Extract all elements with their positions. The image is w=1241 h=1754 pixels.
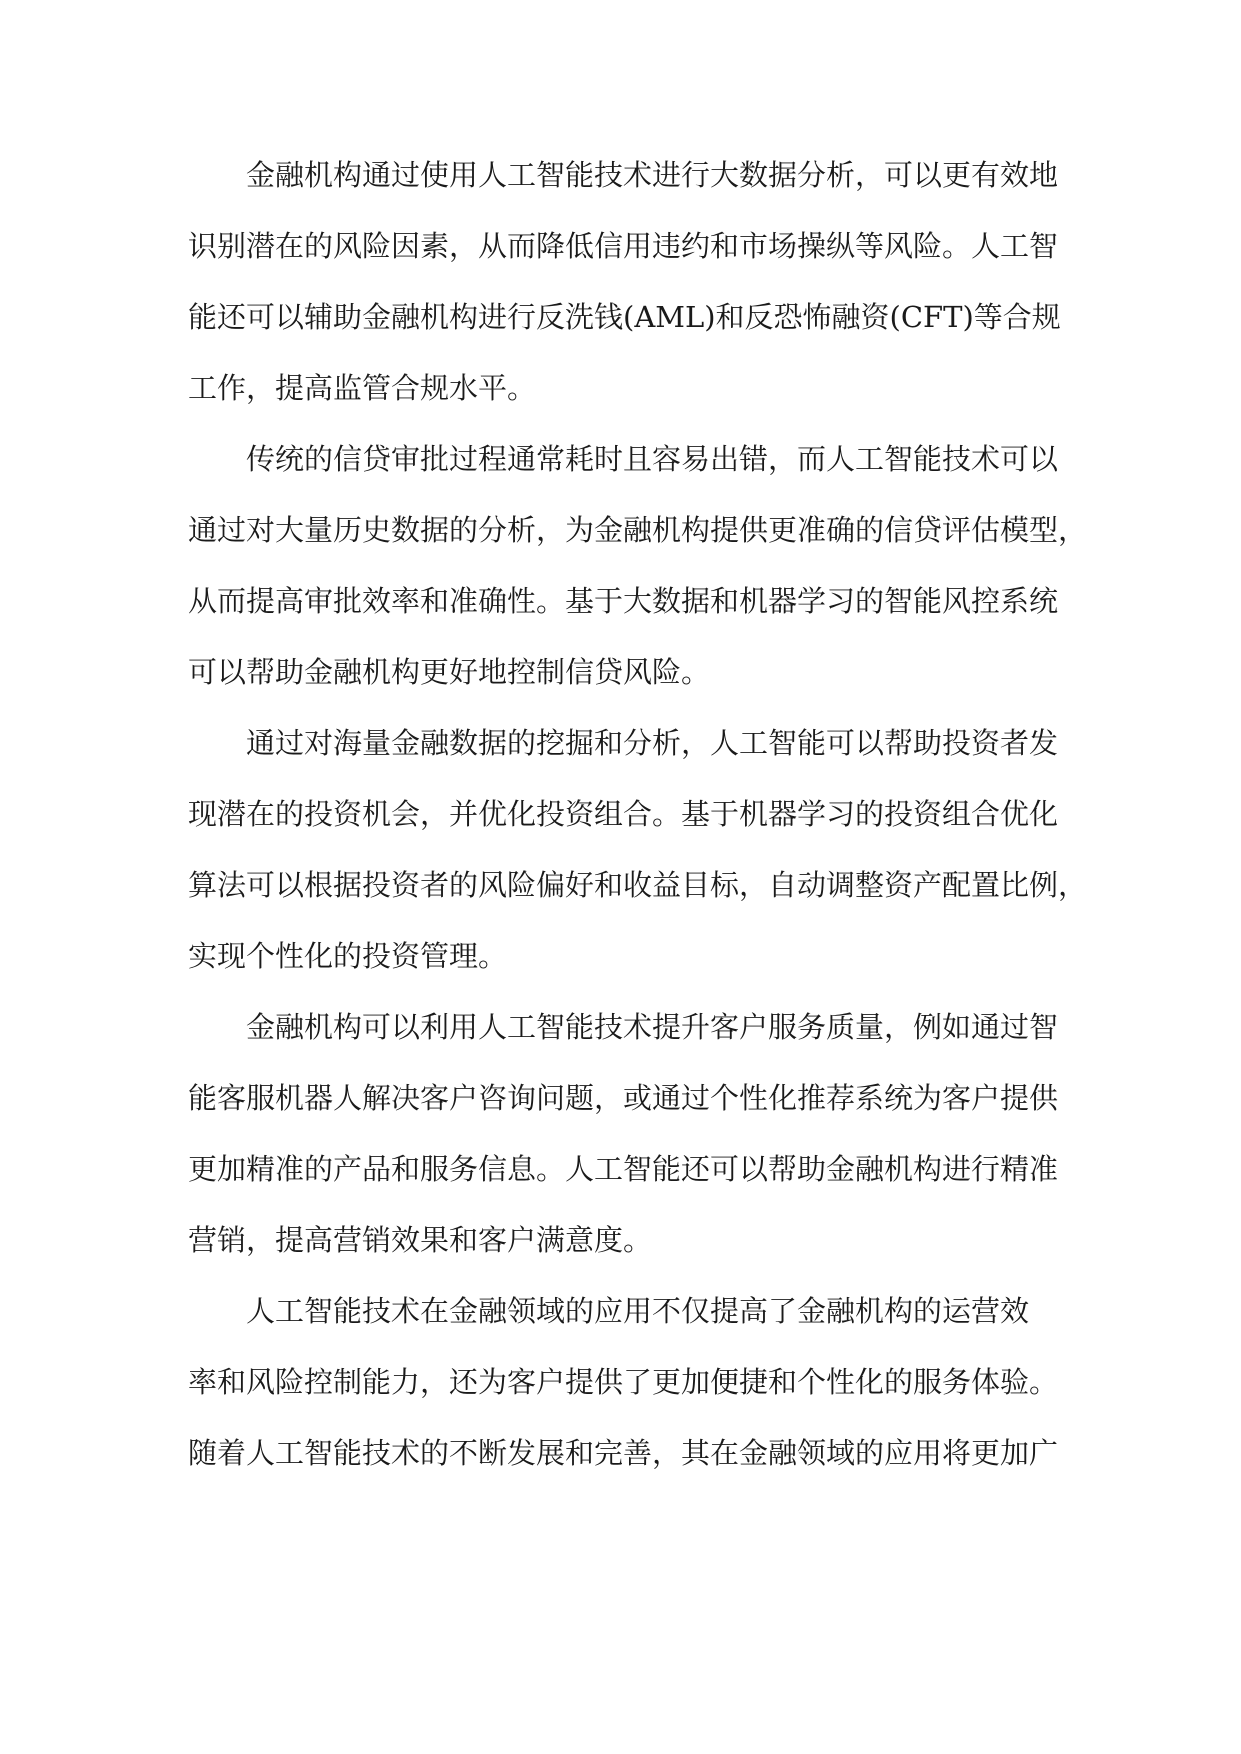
paragraph-line: 随着人工智能技术的不断发展和完善，其在金融领域的应用将更加广: [188, 1436, 1059, 1470]
paragraph-line: 能还可以辅助金融机构进行反洗钱(AML)和反恐怖融资(CFT)等合规: [188, 300, 1061, 334]
paragraph-line: 人工智能技术在金融领域的应用不仅提高了金融机构的运营效: [246, 1294, 1030, 1328]
paragraph-line: 工作，提高监管合规水平。: [188, 371, 537, 405]
paragraph-line: 通过对海量金融数据的挖掘和分析，人工智能可以帮助投资者发: [246, 726, 1059, 760]
paragraph-line: 金融机构通过使用人工智能技术进行大数据分析，可以更有效地: [246, 158, 1059, 192]
paragraph-line: 更加精准的产品和服务信息。人工智能还可以帮助金融机构进行精准: [188, 1152, 1059, 1186]
paragraph-line: 现潜在的投资机会，并优化投资组合。基于机器学习的投资组合优化: [188, 797, 1059, 831]
paragraph-customer-service: [188, 992, 1058, 1276]
paragraph-line: 可以帮助金融机构更好地控制信贷风险。: [188, 655, 711, 689]
paragraph-line: 算法可以根据投资者的风险偏好和收益目标，自动调整资产配置比例，: [188, 868, 1088, 902]
paragraph-line: 传统的信贷审批过程通常耗时且容易出错，而人工智能技术可以: [246, 442, 1059, 476]
paragraph-line: 率和风险控制能力，还为客户提供了更加便捷和个性化的服务体验。: [188, 1365, 1059, 1399]
paragraph-line: 从而提高审批效率和准确性。基于大数据和机器学习的智能风控系统: [188, 584, 1059, 618]
document-body: [188, 140, 1088, 1489]
paragraph-line: 通过对大量历史数据的分析，为金融机构提供更准确的信贷评估模型，: [188, 513, 1088, 547]
paragraph-line: 营销，提高营销效果和客户满意度。: [188, 1223, 653, 1257]
paragraph-line: 能客服机器人解决客户咨询问题，或通过个性化推荐系统为客户提供: [188, 1081, 1059, 1115]
paragraph-line: 识别潜在的风险因素，从而降低信用违约和市场操纵等风险。人工智: [188, 229, 1059, 263]
paragraph-line: 实现个性化的投资管理。: [188, 939, 508, 973]
paragraph-investment: [188, 708, 1088, 992]
paragraph-credit-approval: [188, 424, 1088, 708]
paragraph-risk-compliance: [188, 140, 1061, 424]
paragraph-conclusion: [188, 1276, 1058, 1489]
paragraph-line: 金融机构可以利用人工智能技术提升客户服务质量，例如通过智: [246, 1010, 1059, 1044]
